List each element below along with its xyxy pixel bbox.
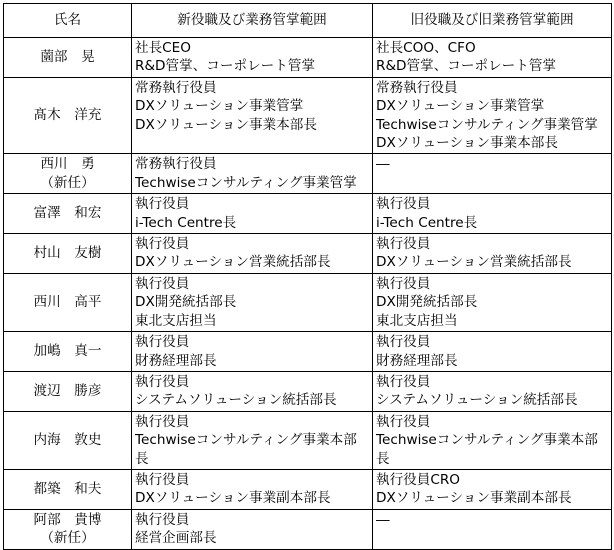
- new-role-line: 社長CEO: [135, 40, 191, 56]
- old-role-cell: [373, 469, 612, 509]
- person-name: 西川 高平: [33, 294, 102, 311]
- new-role-cell: [132, 77, 373, 154]
- new-role-line: 執行役員: [135, 373, 190, 390]
- new-role-line: DX開発統括部長: [135, 294, 237, 311]
- new-role-line: DXソリューション事業副本部長: [135, 490, 331, 507]
- table-row: [4, 77, 612, 154]
- old-role-cell: [373, 38, 612, 78]
- old-role-line: システムソリューション統括部長: [376, 392, 578, 409]
- table-row: [4, 38, 612, 78]
- old-role-cell: [373, 509, 612, 549]
- person-name: 西川 勇: [40, 156, 95, 173]
- new-appointment-note: （新任）: [40, 174, 95, 191]
- table-row: [4, 194, 612, 234]
- new-role-line: システムソリューション統括部長: [135, 392, 337, 409]
- new-role-line: 東北支店担当: [135, 312, 217, 329]
- old-role-line: ―: [376, 156, 390, 173]
- new-role-line: i-Tech Centre長: [135, 214, 237, 231]
- old-role-line: 執行役員: [376, 373, 431, 390]
- header-row: [4, 4, 612, 38]
- person-name: 富澤 和宏: [33, 205, 102, 222]
- old-role-line: Techwiseコンサルティング事業管掌: [376, 116, 598, 133]
- new-role-cell: [132, 194, 373, 234]
- old-role-line: DXソリューション営業統括部長: [376, 254, 572, 271]
- person-name: 内海 敦史: [33, 432, 102, 449]
- new-role-line: 執行役員: [135, 413, 190, 430]
- table-row: [4, 509, 612, 549]
- old-role-cell: [373, 77, 612, 154]
- old-role-cell: [373, 194, 612, 234]
- old-role-line: 財務経理部長: [376, 352, 458, 369]
- new-role-line: Techwiseコンサルティング事業管掌: [135, 174, 357, 191]
- old-role-line: DXソリューション事業副本部長: [376, 490, 572, 507]
- table-row: [4, 273, 612, 331]
- person-name-cell: [4, 234, 132, 274]
- old-role-line: 執行役員: [376, 334, 431, 351]
- new-role-line: 常務執行役員: [135, 79, 217, 96]
- new-role-line: 常務執行役員: [135, 156, 217, 173]
- old-role-cell: [373, 411, 612, 469]
- person-name-cell: [4, 154, 132, 194]
- person-name: 都築 和夫: [33, 481, 102, 498]
- new-role-line: 執行役員: [135, 471, 190, 488]
- person-name-cell: [4, 469, 132, 509]
- new-role-cell: [132, 509, 373, 549]
- old-role-cell: [373, 371, 612, 411]
- header-name: 氏名: [4, 4, 132, 38]
- old-role-line: 東北支店担当: [376, 312, 458, 329]
- person-name: 村山 友樹: [33, 245, 102, 262]
- person-name-cell: [4, 38, 132, 78]
- new-role-line: 財務経理部長: [135, 352, 217, 369]
- new-role-line: 執行役員: [135, 196, 190, 213]
- new-role-line: 執行役員: [135, 511, 190, 528]
- person-name-cell: [4, 77, 132, 154]
- executive-appointments-table: [3, 3, 612, 550]
- old-role-line: 常務執行役員: [376, 79, 458, 96]
- new-role-cell: [132, 332, 373, 372]
- table-row: [4, 332, 612, 372]
- old-role-line: 執行役員: [376, 413, 431, 430]
- person-name: 渡辺 勝彦: [33, 383, 102, 400]
- new-role-line: DXソリューション営業統括部長: [135, 254, 331, 271]
- old-role-cell: [373, 154, 612, 194]
- person-name: 髙木 洋充: [33, 107, 102, 124]
- new-role-line: DXソリューション事業本部長: [135, 116, 317, 133]
- table-row: [4, 154, 612, 194]
- new-role-cell: [132, 411, 373, 469]
- new-role-line: 執行役員: [135, 275, 190, 292]
- person-name-cell: [4, 509, 132, 549]
- new-role-line: R&D管掌、コーポレート管掌: [135, 58, 316, 75]
- new-role-line: DXソリューション事業管掌: [135, 98, 304, 115]
- new-role-line: 経営企画部長: [135, 530, 217, 547]
- old-role-line: R&D管掌、コーポレート管掌: [376, 58, 557, 75]
- person-name-cell: [4, 411, 132, 469]
- person-name-cell: [4, 371, 132, 411]
- table-row: [4, 371, 612, 411]
- old-role-line: 執行役員CRO: [376, 471, 461, 488]
- old-role-line: DXソリューション事業管掌: [376, 98, 545, 115]
- person-name-cell: [4, 273, 132, 331]
- new-role-cell: [132, 154, 373, 194]
- header-old-role: 旧役職及び旧業務管掌範囲: [373, 4, 612, 38]
- person-name: 阿部 貴博: [33, 511, 102, 528]
- old-role-line: 社長COO、CFO: [376, 40, 476, 56]
- old-role-line: 執行役員: [376, 236, 431, 253]
- new-role-line: 執行役員: [135, 334, 190, 351]
- new-role-cell: [132, 273, 373, 331]
- old-role-cell: [373, 332, 612, 372]
- person-name: 加嶋 真一: [33, 343, 102, 360]
- person-name-cell: [4, 332, 132, 372]
- old-role-line: 執行役員: [376, 275, 431, 292]
- new-role-line: 執行役員: [135, 236, 190, 253]
- new-role-cell: [132, 469, 373, 509]
- person-name-cell: [4, 194, 132, 234]
- old-role-cell: [373, 273, 612, 331]
- new-role-cell: [132, 234, 373, 274]
- table-row: [4, 469, 612, 509]
- table-row: [4, 234, 612, 274]
- old-role-line: i-Tech Centre長: [376, 214, 478, 231]
- new-role-cell: [132, 38, 373, 78]
- new-role-cell: [132, 371, 373, 411]
- old-role-line: Techwiseコンサルティング事業本部長: [376, 432, 598, 467]
- new-appointment-note: （新任）: [40, 530, 95, 547]
- table-row: [4, 411, 612, 469]
- header-new-role: 新役職及び業務管掌範囲: [132, 4, 373, 38]
- old-role-line: DXソリューション事業本部長: [376, 135, 558, 152]
- new-role-line: Techwiseコンサルティング事業本部長: [135, 432, 357, 467]
- old-role-cell: [373, 234, 612, 274]
- old-role-line: DX開発統括部長: [376, 294, 478, 311]
- person-name: 薗部 晃: [40, 49, 95, 66]
- old-role-line: ―: [376, 511, 390, 528]
- old-role-line: 執行役員: [376, 196, 431, 213]
